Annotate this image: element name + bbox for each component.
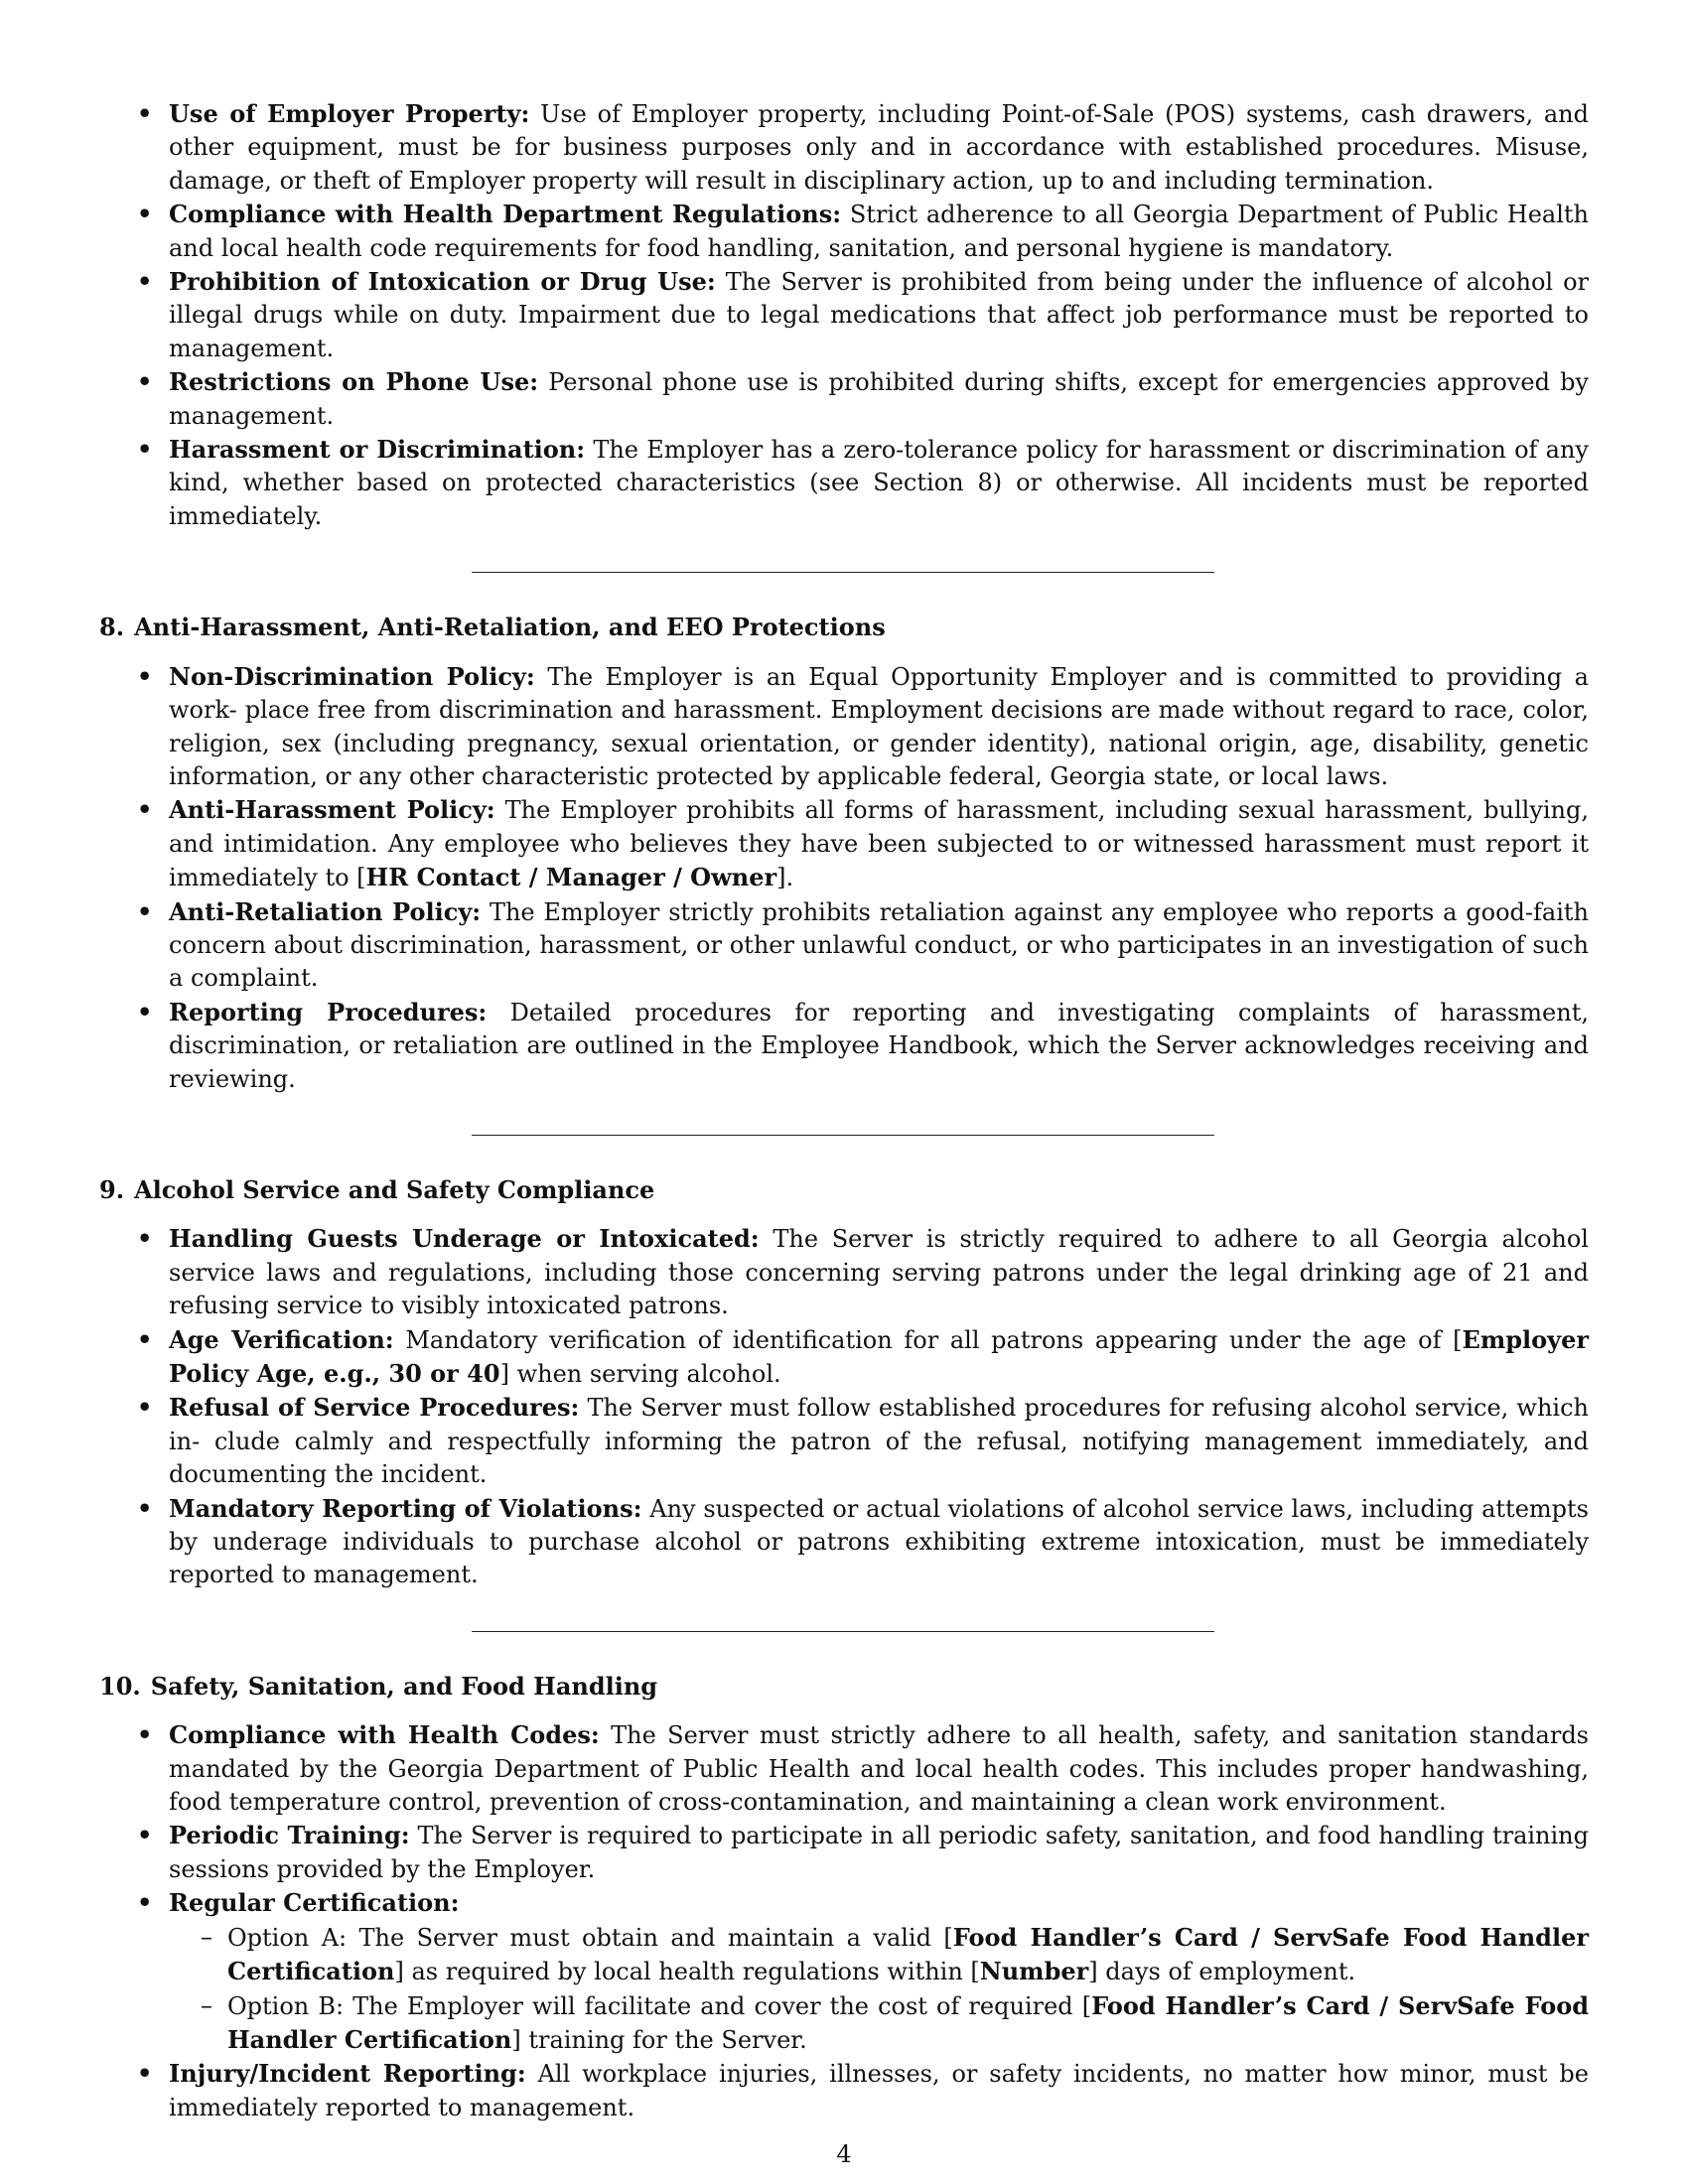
section-heading-9: 9. Alcohol Service and Safety Compliance: [99, 1174, 655, 1204]
list-item: • Anti-Retaliation Policy: The Employer strictly prohibits retaliation against any employee who reports a good-faith concern about discrimination, harassment, or other unlawful conduct, or who participates in an investigation of such a complaint.: [99, 895, 1589, 996]
document-page: [99, 97, 1589, 2124]
safety-list: [99, 1718, 1589, 2124]
eeo-list: [99, 660, 1589, 1096]
page-number: 4: [836, 2140, 852, 2168]
section-divider: [472, 572, 1214, 573]
list-item: • Compliance with Health Codes: The Server must strictly adhere to all health, safety, and sanitation standards mandated by the Georgia Department of Public Health and local health codes. This includes proper handwashing, food temperature control, prevention of cross-contamination, and maintaining a clean work environment.: [99, 1718, 1589, 1819]
sub-list-item: – Option A: The Server must obtain and maintain a valid [Food Handler’s Card / ServSafe Food Handler Certification] as required by local health regulations within [Number] days of employment.: [169, 1921, 1589, 1989]
list-item: • Non-Discrimination Policy: The Employer is an Equal Opportunity Employer and is committed to providing a work- place free from discrimination and harassment. Employment decisions are made without regard to race, color, religion, sex (including pregnancy, sexual orientation, or gender identity), national origin, age, disability, genetic information, or any other characteristic protected by applicable federal, Georgia state, or local laws.: [99, 660, 1589, 794]
alcohol-list: [99, 1222, 1589, 1591]
list-item: • Restrictions on Phone Use: Personal phone use is prohibited during shifts, except for emergencies approved by management.: [99, 365, 1589, 433]
list-item: • Age Verification: Mandatory verification of identification for all patrons appearing under the age of [Employer Policy Age, e.g., 30 or 40] when serving alcohol.: [99, 1323, 1589, 1392]
list-item: • Reporting Procedures: Detailed procedures for reporting and investigating complaints of harassment, discrimination, or retaliation are outlined in the Employee Handbook, which the Server acknowledges receiving and reviewing.: [99, 996, 1589, 1096]
list-item: • Regular Certification: – Option A: The Server must obtain and maintain a valid [Food Handler’s Card / ServSafe Food Handler Certification] as required by local health regulations within [Number] days of employment. – Option B: The Employer will facilitate and cover the cost of required [Food Handler’s Card / ServSafe Food Handler Certification] training for the Server.: [99, 1886, 1589, 2057]
conduct-list: [99, 97, 1589, 533]
sub-list-item: – Option B: The Employer will facilitate and cover the cost of required [Food Handler’s Card / ServSafe Food Handler Certification] training for the Server.: [169, 1989, 1589, 2058]
list-item: • Mandatory Reporting of Violations: Any suspected or actual violations of alcohol service laws, including attempts by underage individuals to purchase alcohol or patrons exhibiting extreme intoxication, must be immediately reported to management.: [99, 1492, 1589, 1592]
section-heading-10: 10. Safety, Sanitation, and Food Handling: [99, 1671, 658, 1701]
list-item: • Compliance with Health Department Regulations: Strict adherence to all Georgia Department of Public Health and local health code requirements for food handling, sanitation, and personal hygiene is mandatory.: [99, 198, 1589, 265]
list-item: • Prohibition of Intoxication or Drug Use: The Server is prohibited from being under the influence of alcohol or illegal drugs while on duty. Impairment due to legal medications that affect job performance must be reported to management.: [99, 265, 1589, 365]
list-item: • Injury/Incident Reporting: All workplace injuries, illnesses, or safety incidents, no matter how minor, must be immediately reported to management.: [99, 2057, 1589, 2124]
section-divider: [472, 1135, 1214, 1136]
list-item: • Harassment or Discrimination: The Employer has a zero-tolerance policy for harassment or discrimination of any kind, whether based on protected characteristics (see Section 8) or otherwise. All incidents must be reported immediately.: [99, 433, 1589, 533]
list-item: • Handling Guests Underage or Intoxicated: The Server is strictly required to adhere to all Georgia alcohol service laws and regulations, including those concerning serving patrons under the legal drinking age of 21 and refusing service to visibly intoxicated patrons.: [99, 1222, 1589, 1322]
list-item: • Refusal of Service Procedures: The Server must follow established procedures for refusing alcohol service, which in- clude calmly and respectfully informing the patron of the refusal, notifying management immediately, and documenting the incident.: [99, 1391, 1589, 1491]
section-heading-8: 8. Anti-Harassment, Anti-Retaliation, and EEO Protections: [99, 613, 886, 642]
certification-options: [169, 1921, 1589, 2058]
list-item: • Anti-Harassment Policy: The Employer prohibits all forms of harassment, including sexual harassment, bullying, and intimidation. Any employee who believes they have been subjected to or witnessed harassment must report it immediately to [HR Contact / Manager / Owner].: [99, 793, 1589, 894]
list-item: • Use of Employer Property: Use of Employer property, including Point-of-Sale (POS) systems, cash drawers, and other equipment, must be for business purposes only and in accordance with established procedures. Misuse, damage, or theft of Employer property will result in disciplinary action, up to and including termination.: [99, 97, 1589, 198]
section-divider: [472, 1631, 1214, 1632]
list-item: • Periodic Training: The Server is required to participate in all periodic safety, sanitation, and food handling training sessions provided by the Employer.: [99, 1819, 1589, 1886]
